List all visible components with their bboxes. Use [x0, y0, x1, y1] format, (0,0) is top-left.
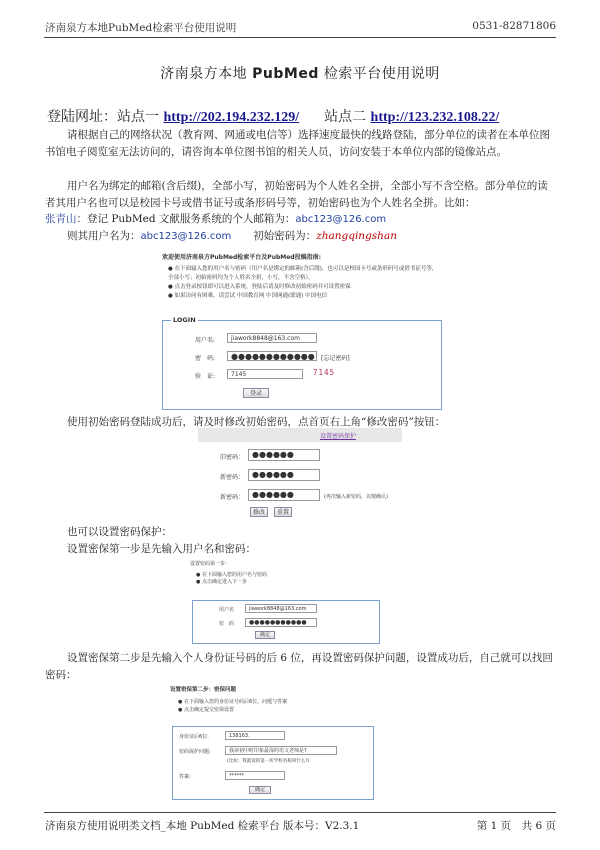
captcha-input[interactable]: 7145 — [227, 369, 303, 379]
username-input[interactable]: jiawork8848@163.com — [227, 333, 317, 343]
modify-button[interactable]: 修改 — [250, 507, 268, 517]
site2-label: 站点二 — [324, 109, 367, 125]
paragraph-protection: 也可以设置密码保护： — [67, 526, 172, 538]
login-screenshot — [158, 248, 448, 411]
id-last6-input[interactable]: 138163. — [225, 731, 285, 740]
new-password-input[interactable]: ●●●●●● — [248, 469, 320, 481]
confirm-password-input[interactable]: ●●●●●● — [248, 489, 320, 501]
step1-fieldset: 用户名 jiawork8848@163.com 密 码 ●●●●●●●●●●● 确定 — [192, 600, 380, 644]
step1-username-input[interactable]: jiawork8848@163.com — [245, 604, 317, 613]
step1-ok-button[interactable]: 确定 — [255, 631, 275, 639]
step2-ok-button[interactable]: 确定 — [249, 786, 271, 794]
paragraph-username: 用户名为绑定的邮箱(含后缀)，全部小写，初始密码为个人姓名全拼，全部小写不含空格。部分单位的读者其用户名也可以是校园卡号或借书证号或条形码号等，初始密码也为个人姓名全拼。比如： — [45, 180, 548, 209]
step2-bullets: ● 在下面输入您的身份证号码后6位，问题与答案 ● 点击确定提交密保设置 — [178, 699, 288, 713]
footer-page-number: 第 1 页 共 6 页 — [476, 820, 556, 832]
login-fieldset: LOGIN 用户名: jiawork8848@163.com 密 码: ●●●●●●●●●●●● [忘记密码] 验 证: 7145 7145 登录 — [162, 320, 442, 410]
bullet-1: ● 在下面输入您的用户名与密码（用户名是绑定的邮箱(含后缀)，也可以是校园卡号或条形码号或借书证号等，全部小写；初始密码均为个人姓名全拼，小写，不含空格）。 — [168, 266, 438, 281]
footer-rule — [44, 812, 556, 813]
login-bullets — [168, 265, 440, 301]
protection-step1-screenshot — [186, 558, 386, 646]
footer-doc-info: 济南泉方使用说明类文档_本地 PubMed 检索平台 版本号：V2.3.1 — [45, 820, 360, 832]
header-rule — [44, 37, 556, 38]
site1-link[interactable]: http://202.194.232.129/ — [163, 110, 300, 125]
captcha-image: 7145 — [313, 368, 336, 377]
login-legend: LOGIN — [173, 316, 196, 324]
example-password: zhangqingshan — [316, 230, 397, 242]
security-answer-input[interactable]: ****** — [225, 771, 285, 780]
step2-fieldset: 身份证后6位: 138163. 密码保护问题: 我读初中时印象最深的语文老师是? (比如：我就读的第一所学校名称叫什么?) 答案: ****** 确定 — [172, 726, 374, 800]
bullet-3: ● 如果访问有困难，请尝试 中国教育网 中国网通(联通) 中国电信 — [168, 293, 328, 299]
welcome-text: 欢迎使用济南泉方PubMed检索平台及PubMed投稿指南: — [162, 254, 321, 261]
paragraph-change-password: 使用初始密码登陆成功后，请及时修改初始密码，点首页右上角“修改密码”按钮： — [67, 416, 446, 428]
example-email: abc123@126.com — [295, 214, 387, 225]
protection-step2-screenshot — [166, 682, 376, 800]
example-username: abc123@126.com — [140, 231, 232, 242]
password-input[interactable]: ●●●●●●●●●●●● — [227, 351, 317, 361]
example-line-2: 则其用户名为：abc123@126.com 初始密码为：zhangqingshan — [67, 230, 397, 242]
site2-link[interactable]: http://123.232.108.22/ — [370, 110, 500, 125]
step1-bullets: ● 在下面输入您的用户名与密码 ● 点击确定进入下一步 — [196, 572, 267, 585]
paragraph-step1: 设置密保第一步是先输入用户名和密码： — [67, 543, 256, 555]
old-password-input[interactable]: ●●●●●● — [248, 449, 320, 461]
example-line-1: 张青山：登记 PubMed 文献服务系统的个人邮箱为：abc123@126.com — [45, 213, 387, 225]
example-name: 张青山 — [45, 213, 77, 225]
bullet-2: ● 点击登录按钮即可以进入系统，登陆后请及时修改初始密码并可设置密保 — [168, 284, 351, 290]
step2-heading: 设置密保第二步：密保问题 — [170, 687, 237, 693]
security-question-input[interactable]: 我读初中时印象最深的语文老师是? — [225, 746, 337, 755]
question-hint: (比如：我就读的第一所学校名称叫什么?) — [227, 759, 310, 764]
change-password-screenshot: 设置密码保护 旧密码： ●●●●●● 新密码： ●●●●●● 新密码： ●●●●●● (再次输入新密码，以便确认) 修改 重置 — [198, 428, 402, 520]
step1-heading: 设置密码第一步： — [190, 561, 231, 567]
login-label: 登陆网址：站点一 — [47, 109, 159, 125]
page-title: 济南泉方本地 PubMed 检索平台使用说明 — [160, 66, 440, 82]
login-button[interactable]: 登录 — [243, 388, 269, 398]
paragraph-access: 请根据自己的网络状况（教育网、网通或电信等）选择速度最快的线路登陆，部分单位的读者在本单位图书馆电子阅览室无法访问的，请咨询本单位图书馆的相关人员，访问安装于本单位内部的镜像站点。 — [45, 129, 550, 158]
confirm-hint: (再次输入新密码，以便确认) — [324, 494, 388, 500]
reset-button[interactable]: 重置 — [274, 507, 292, 517]
header-title: 济南泉方本地PubMed检索平台使用说明 — [45, 22, 237, 34]
header-phone: 0531-82871806 — [472, 20, 556, 32]
paragraph-step2: 设置密保第二步是先输入个人身份证号码的后 6 位，再设置密码保护问题，设置成功后，自己就可以找回密码： — [45, 652, 553, 681]
forgot-password-link[interactable]: [忘记密码] — [321, 355, 350, 362]
set-protection-link[interactable]: 设置密码保护 — [320, 433, 357, 440]
login-urls — [47, 106, 499, 126]
step1-password-input[interactable]: ●●●●●●●●●●● — [245, 618, 317, 627]
